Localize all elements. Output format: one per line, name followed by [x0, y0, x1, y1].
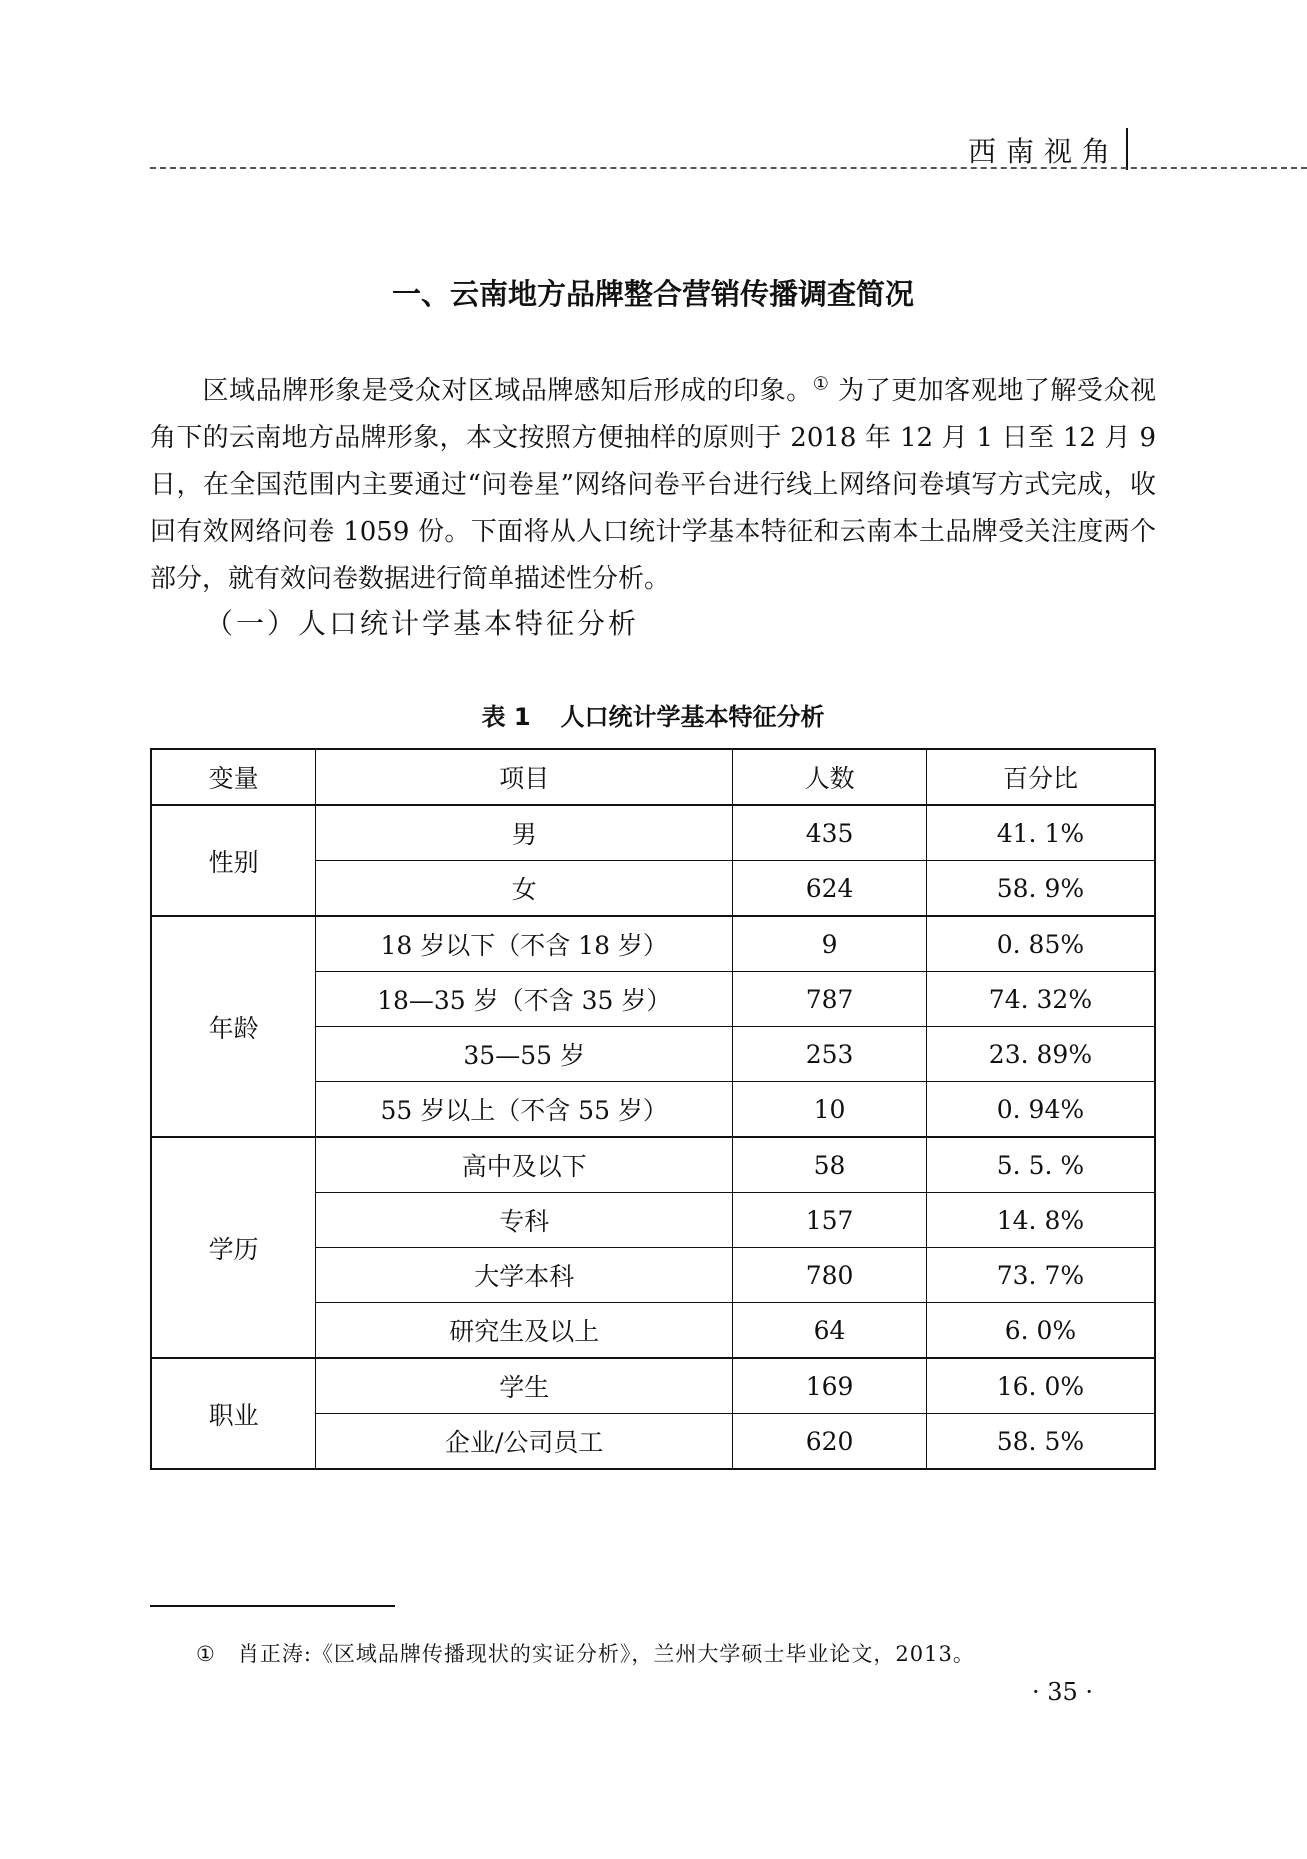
item-cell: 男: [316, 805, 733, 861]
item-cell: 55 岁以上（不含 55 岁）: [316, 1082, 733, 1138]
count-cell: 169: [733, 1358, 927, 1414]
footnote-rule: [150, 1605, 395, 1607]
count-cell: 435: [733, 805, 927, 861]
percent-cell: 16. 0%: [926, 1358, 1155, 1414]
table-row: [151, 916, 1155, 972]
item-cell: 大学本科: [316, 1248, 733, 1303]
group-cell-occupation: 职业: [151, 1358, 316, 1469]
count-cell: 787: [733, 972, 927, 1027]
percent-cell: 58. 9%: [926, 861, 1155, 917]
footnote-reference[interactable]: ①: [812, 373, 830, 395]
header-percent: 百分比: [926, 749, 1155, 805]
count-cell: 64: [733, 1303, 927, 1359]
table-caption-title: 人口统计学基本特征分析: [560, 703, 825, 731]
item-cell: 18—35 岁（不含 35 岁）: [316, 972, 733, 1027]
paragraph-text-rest: 为了更加客观地了解受众视角下的云南地方品牌形象，本文按照方便抽样的原则于 2018 年 12 月 1 日至 12 月 9 日，在全国范围内主要通过“问卷星”网络问卷平台进行线上网络问卷填写方式完成，收回有效网络问卷 1059 份。下面将从人口统计学基本特征和云南本土品牌受关注度两个部分，就有效问卷数据进行简单描述性分析。: [150, 376, 1156, 594]
percent-cell: 41. 1%: [926, 805, 1155, 861]
count-cell: 620: [733, 1414, 927, 1470]
count-cell: 157: [733, 1193, 927, 1248]
percent-cell: 5. 5. %: [926, 1137, 1155, 1193]
item-cell: 高中及以下: [316, 1137, 733, 1193]
subheading: （一）人口统计学基本特征分析: [205, 607, 640, 640]
group-cell-age: 年龄: [151, 916, 316, 1137]
section-title: 一、云南地方品牌整合营销传播调查简况: [391, 277, 914, 311]
body-paragraph: [150, 368, 1156, 603]
percent-cell: 23. 89%: [926, 1027, 1155, 1082]
header-vertical-rule: [1126, 128, 1128, 170]
table-caption: [150, 697, 1156, 732]
group-cell-gender: 性别: [151, 805, 316, 916]
header-dashed-rule: [150, 167, 1307, 169]
item-cell: 企业/公司员工: [316, 1414, 733, 1470]
header-variable: 变量: [151, 749, 316, 805]
table-row: [151, 1137, 1155, 1193]
page-number: · 35 ·: [1032, 1678, 1094, 1706]
count-cell: 780: [733, 1248, 927, 1303]
footnote-marker: ①: [196, 1642, 216, 1666]
item-cell: 35—55 岁: [316, 1027, 733, 1082]
table-row: [151, 1358, 1155, 1414]
footnote-text: 肖正涛:《区域品牌传播现状的实证分析》，兰州大学硕士毕业论文，2013。: [237, 1642, 975, 1666]
count-cell: 624: [733, 861, 927, 917]
percent-cell: 0. 85%: [926, 916, 1155, 972]
demographics-table: [150, 748, 1156, 1470]
count-cell: 253: [733, 1027, 927, 1082]
group-cell-education: 学历: [151, 1137, 316, 1358]
count-cell: 9: [733, 916, 927, 972]
paragraph-text-start: 区域品牌形象是受众对区域品牌感知后形成的印象。: [202, 376, 813, 406]
running-header-title: 西南视角: [968, 135, 1121, 168]
count-cell: 10: [733, 1082, 927, 1138]
percent-cell: 74. 32%: [926, 972, 1155, 1027]
item-cell: 研究生及以上: [316, 1303, 733, 1359]
percent-cell: 14. 8%: [926, 1193, 1155, 1248]
percent-cell: 58. 5%: [926, 1414, 1155, 1470]
count-cell: 58: [733, 1137, 927, 1193]
item-cell: 18 岁以下（不含 18 岁）: [316, 916, 733, 972]
item-cell: 学生: [316, 1358, 733, 1414]
item-cell: 女: [316, 861, 733, 917]
percent-cell: 73. 7%: [926, 1248, 1155, 1303]
table-row: [151, 805, 1155, 861]
header-item: 项目: [316, 749, 733, 805]
header-count: 人数: [733, 749, 927, 805]
percent-cell: 6. 0%: [926, 1303, 1155, 1359]
footnote: [196, 1638, 975, 1668]
item-cell: 专科: [316, 1193, 733, 1248]
percent-cell: 0. 94%: [926, 1082, 1155, 1138]
table-header-row: [151, 749, 1155, 805]
table-caption-number: 表 1: [481, 703, 531, 731]
